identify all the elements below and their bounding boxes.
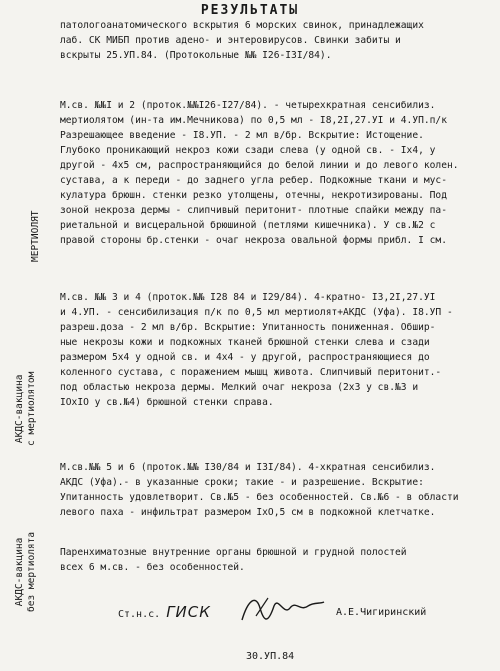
intro-paragraph	[60, 18, 492, 63]
text-line: М.св. №№I и 2 (проток.№№I26-I27/84). - четырехкратная сенсибилиз.	[60, 100, 436, 111]
text-line: IОхIО у св.№4) брюшной стенки справа.	[60, 397, 274, 408]
text-line: и 4.УП. - сенсибилизация п/к по 0,5 мл мертиолят+АКДС (Уфа). I8.УП -	[60, 307, 453, 318]
text-line: Разрешающее введение - I8.УП. - 2 мл в/бр. Вскрытие: Истощение.	[60, 130, 424, 141]
signature-handwritten: ГИСК	[166, 603, 211, 621]
side-label-line: АКДС-вакцина	[14, 374, 25, 444]
text-line: другой - 4х5 см, распространяющийся до белой линии и до левого колен.	[60, 160, 459, 171]
text-line: сустава, а к переди - до заднего угла ребер. Подкожные ткани и мус-	[60, 175, 447, 186]
text-line: М.св.№№ 5 и 6 (проток.№№ I30/84 и I3I/84). 4-хкратная сенсибилиз.	[60, 462, 436, 473]
document-date: 30.УП.84	[246, 651, 295, 662]
text-line: М.св. №№ 3 и 4 (проток.№№ I28 84 и I29/84). 4-кратно- I3,2I,27.УI	[60, 292, 436, 303]
signature-prefix: Ст.н.с.	[118, 609, 161, 620]
text-line: Паренхиматозные внутренние органы брюшной и грудной полостей	[60, 547, 407, 558]
text-line: зоной некроза дермы - слипчивый перитонит- плотные спайки между па-	[60, 205, 447, 216]
side-label-line: МЕРТИОЛЯТ	[30, 210, 41, 262]
text-line: кулатура брюшн. стенки резко утолщены, отечны, некротизированы. Под	[60, 190, 447, 201]
text-line: правой стороны бр.стенки - очаг некроза овальной формы прибл. I см.	[60, 235, 447, 246]
signature-title	[118, 603, 211, 621]
text-line: всех 6 м.св. - без особенностей.	[60, 562, 245, 573]
side-label-line: с мертиолятом	[26, 371, 37, 446]
text-line: ные некрозы кожи и подкожных тканей брюшной стенки слева и сзади	[60, 337, 430, 348]
text-line: лаб. СК МИБП против адено- и энтеровирусов. Свинки забиты и	[60, 35, 401, 46]
document-title: РЕЗУЛЬТАТЫ	[200, 3, 300, 18]
conclusion-paragraph	[60, 545, 492, 575]
text-line: левого паха - инфильтрат размером IхО,5 см в подкожной клетчатке.	[60, 507, 436, 518]
text-line: патологоанатомического вскрытия 6 морских свинок, принадлежащих	[60, 20, 424, 31]
group2-side-label	[14, 372, 38, 446]
text-line: риетальной и висцеральной брюшиной (петлями кишечника). У св.№2 с	[60, 220, 436, 231]
text-line: под областью некроза дермы. Мелкий очаг некроза (2х3 у св.№3 и	[60, 382, 419, 393]
signature-name: А.Е.Чигиринский	[336, 607, 427, 618]
group1-paragraph	[60, 98, 492, 248]
side-label-line: без мертиолята	[26, 531, 37, 612]
group3-paragraph	[60, 460, 492, 520]
text-line: разреш.доза - 2 мл в/бр. Вскрытие: Упитанность пониженная. Обшир-	[60, 322, 436, 333]
group3-side-label	[14, 532, 38, 612]
text-line: АКДС (Уфа).- в указанные сроки; такие - и разрешение. Вскрытие:	[60, 477, 424, 488]
text-line: коленного сустава, с поражением мышц живота. Слипчивый перитонит.-	[60, 367, 442, 378]
group2-paragraph	[60, 290, 492, 410]
text-line: мертиолятом (ин-та им.Мечникова) по 0,5 мл - I8,2I,27.УI и 4.УП.п/к	[60, 115, 447, 126]
group1-side-label	[30, 211, 42, 262]
side-label-line: АКДС-вакцина	[14, 537, 25, 607]
text-line: Упитанность удовлетворит. Св.№5 - без особенностей. Св.№6 - в области	[60, 492, 459, 503]
text-line: размером 5х4 у одной св. и 4х4 - у другой, распространяющиеся до	[60, 352, 430, 363]
text-line: Глубоко проникающий некроз кожи сзади слева (у одной св. - Iх4, у	[60, 145, 436, 156]
text-line: вскрыты 25.УП.84. (Протокольные №№ I26-I3I/84).	[60, 50, 332, 61]
handwritten-signature-mark	[238, 590, 328, 630]
